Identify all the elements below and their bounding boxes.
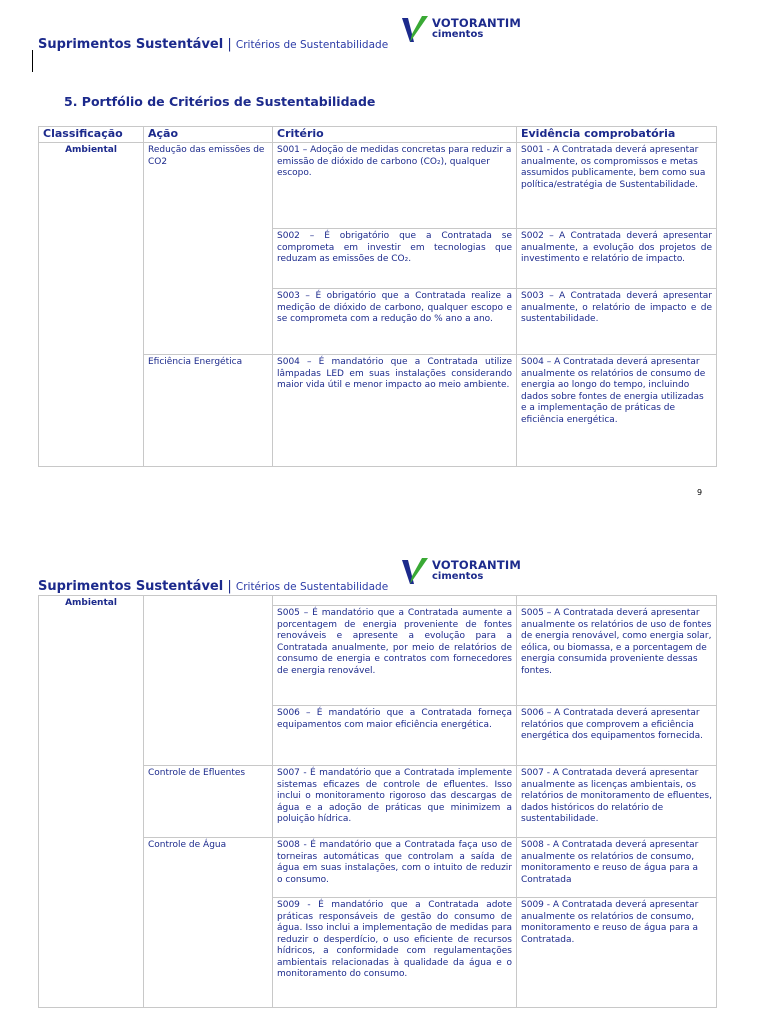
empty-cell (517, 596, 717, 606)
table-row (39, 143, 717, 229)
criterio-cell: S001 – Adoção de medidas concretas para reduzir a emissão de dióxido de carbono (CO₂), qualquer escopo. (273, 143, 517, 229)
text-cursor (32, 50, 33, 72)
document-page-2 (0, 550, 768, 1024)
classification-cell: Ambiental (39, 596, 144, 1008)
header-classificacao: Classificação (39, 127, 144, 143)
table-header-row (39, 127, 717, 143)
criterio-cell: S009 - É mandatório que a Contratada adote práticas responsáveis de gestão do consumo de água. Isso inclui a implementação de medidas para reduzir o desperdício, o uso eficiente de recursos hídricos, a conformidade com regulamentações ambientais relacionadas à qualidade da água e o monitoramento do consumo. (273, 898, 517, 1008)
empty-cell (273, 596, 517, 606)
header-criterio: Critério (273, 127, 517, 143)
action-cell: Controle de Água (144, 838, 273, 1008)
section-title: 5. Portfólio de Critérios de Sustentabilidade (64, 94, 376, 109)
evidencia-cell: S001 - A Contratada deverá apresentar anualmente, os compromissos e metas assumidos publicamente, bem como sua política/estratégia de Sustentabilidade. (517, 143, 717, 229)
classification-cell: Ambiental (39, 143, 144, 467)
action-cell: Redução das emissões de CO2 (144, 143, 273, 355)
criterio-cell: S003 – É obrigatório que a Contratada realize a medição de dióxido de carbono, qualquer escopo e se comprometa com a redução do % ano a ano. (273, 289, 517, 355)
criterio-cell: S002 – É obrigatório que a Contratada se comprometa em investir em tecnologias que reduzam as emissões de CO₂. (273, 229, 517, 289)
votorantim-logo: VOTORANTIM cimentos (400, 14, 520, 46)
evidencia-cell: S005 – A Contratada deverá apresentar anualmente os relatórios de uso de fontes de energia renovável, como energia solar, eólica, ou biomassa, e a porcentagem de energia consumida proveniente dessas fontes. (517, 606, 717, 706)
header-title: Suprimentos Sustentável | Critérios de Sustentabilidade (38, 579, 389, 594)
criterio-cell: S007 - É mandatório que a Contratada implemente sistemas eficazes de controle de efluentes. Isso inclui o monitoramento rigoroso das descargas de água e a adoção de práticas que minimizem a poluição hídrica. (273, 766, 517, 838)
criterio-cell: S006 – É mandatório que a Contratada forneça equipamentos com maior eficiência energética. (273, 706, 517, 766)
evidencia-cell: S008 - A Contratada deverá apresentar anualmente os relatórios de consumo, monitoramento e reuso de água para a Contratada (517, 838, 717, 898)
evidencia-cell: S007 - A Contratada deverá apresentar anualmente as licenças ambientais, os relatórios de monitoramento de efluentes, dados históricos do relatório de sustentabilidade. (517, 766, 717, 838)
criteria-table-2 (38, 595, 717, 1008)
evidencia-cell: S002 – A Contratada deverá apresentar anualmente, a evolução dos projetos de investimento e relatório de impacto. (517, 229, 717, 289)
header-acao: Ação (144, 127, 273, 143)
evidencia-cell: S003 – A Contratada deverá apresentar anualmente, o relatório de impacto e de sustentabilidade. (517, 289, 717, 355)
criterio-cell: S004 – É mandatório que a Contratada utilize lâmpadas LED em suas instalações considerando maior vida útil e menor impacto ao meio ambiente. (273, 355, 517, 467)
page-number: 9 (697, 488, 703, 497)
action-cell: Controle de Efluentes (144, 766, 273, 838)
evidencia-cell: S004 – A Contratada deverá apresentar anualmente os relatórios de consumo de energia ao longo do tempo, incluindo dados sobre fontes de energia utilizadas e a implementação de práticas de eficiência energética. (517, 355, 717, 467)
table-spacer-row (39, 596, 717, 606)
criteria-table-1 (38, 126, 717, 467)
evidencia-cell: S006 – A Contratada deverá apresentar relatórios que comprovem a eficiência energética dos equipamentos fornecida. (517, 706, 717, 766)
header-evidencia: Evidência comprobatória (517, 127, 717, 143)
criterio-cell: S005 – É mandatório que a Contratada aumente a porcentagem de energia proveniente de fontes renováveis e apresente a evolução para a Contratada anualmente, por meio de relatórios de consumo de energia e contratos com fornecedores de energia renovável. (273, 606, 517, 706)
votorantim-logo: VOTORANTIM cimentos (400, 556, 520, 588)
header-title: Suprimentos Sustentável | Critérios de Sustentabilidade (38, 37, 389, 52)
evidencia-cell: S009 - A Contratada deverá apresentar anualmente os relatórios de consumo, monitoramento e reuso de água para a Contratada. (517, 898, 717, 1008)
action-cell-empty (144, 596, 273, 766)
page-gap (0, 520, 768, 550)
criterio-cell: S008 - É mandatório que a Contratada faça uso de torneiras automáticas que controlam a saída de água em suas instalações, com o intuito de reduzir o consumo. (273, 838, 517, 898)
action-cell: Eficiência Energética (144, 355, 273, 467)
